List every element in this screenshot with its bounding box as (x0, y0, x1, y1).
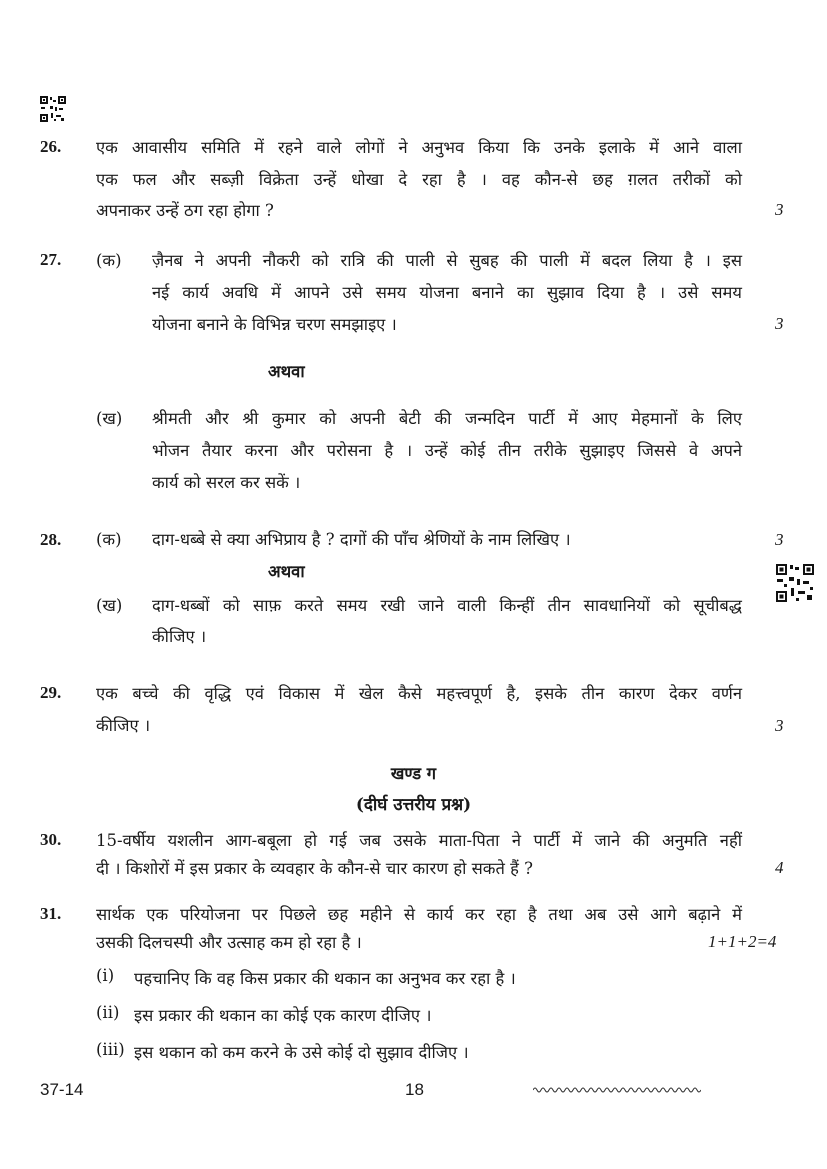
question-number: 31. (40, 904, 62, 923)
qr-code-icon (776, 564, 814, 602)
question-text-line: कीजिए । (152, 627, 207, 646)
question-number: 27. (40, 250, 62, 269)
question-text-line: एक आवासीय समिति में रहने वाले लोगों ने अनुभव किया कि उनके इलाके में आने वाला (96, 138, 742, 157)
question-number: 28. (40, 530, 62, 549)
marks: 3 (775, 314, 784, 333)
question-text-line: दी । किशोरों में इस प्रकार के व्यवहार के कौन-से चार कारण हो सकते हैं ? (96, 859, 533, 878)
question-text-line: श्रीमती और श्री कुमार को अपनी बेटी की जन्मदिन पार्टी में आए मेहमानों के लिए (152, 409, 742, 428)
question-text-line: सार्थक एक परियोजना पर पिछले छह महीने से कार्य कर रहा है तथा अब उसे आगे बढ़ाने में (96, 905, 742, 924)
question-text-line: दाग-धब्बों को साफ़ करते समय रखी जाने वाली किन्हीं तीन सावधानियों को सूचीबद्ध (152, 596, 742, 615)
option-label: (ख) (96, 596, 123, 615)
section-subtitle: (दीर्घ उत्तरीय प्रश्न) (355, 795, 472, 815)
or-separator: अथवा (268, 562, 305, 581)
marks: 4 (775, 858, 784, 877)
or-separator: अथवा (268, 362, 305, 381)
question-number: 29. (40, 683, 62, 702)
marks: 3 (775, 716, 784, 735)
part-text: इस थकान को कम करने के उसे कोई दो सुझाव दीजिए । (134, 1043, 469, 1062)
question-text-line: कीजिए । (96, 716, 151, 735)
question-text-line: अपनाकर उन्हें ठग रहा होगा ? (96, 201, 274, 220)
part-label: (i) (96, 966, 115, 985)
question-text-line: नई कार्य अवधि में आपने उसे समय योजना बनाने का सुझाव दिया है । उसे समय (152, 283, 742, 302)
marks: 3 (775, 530, 784, 549)
wavy-line-decoration (533, 1085, 701, 1095)
part-label: (ii) (96, 1003, 120, 1022)
question-text-line: एक फल और सब्ज़ी विक्रेता उन्हें धोखा दे रहा है । वह कौन-से छह ग़लत तरीकों को (96, 170, 742, 189)
paper-code: 37-14 (40, 1080, 84, 1099)
qr-code-icon (40, 96, 66, 122)
question-text-line: उसकी दिलचस्पी और उत्साह कम हो रहा है । (96, 933, 362, 952)
part-text: पहचानिए कि वह किस प्रकार की थकान का अनुभव कर रहा है । (134, 969, 516, 988)
part-text: इस प्रकार की थकान का कोई एक कारण दीजिए । (134, 1006, 432, 1025)
option-label: (क) (96, 251, 122, 270)
question-text-line: एक बच्चे की वृद्धि एवं विकास में खेल कैसे महत्त्वपूर्ण है, इसके तीन कारण देकर वर्णन (96, 684, 742, 703)
section-title: खण्ड ग (390, 764, 437, 783)
question-text-line: योजना बनाने के विभिन्न चरण समझाइए । (152, 315, 397, 334)
marks: 1+1+2=4 (708, 932, 777, 951)
page-number: 18 (405, 1080, 424, 1099)
part-label: (iii) (96, 1040, 125, 1059)
question-text-line: कार्य को सरल कर सकें । (152, 473, 301, 492)
option-label: (ख) (96, 409, 123, 428)
option-label: (क) (96, 530, 122, 549)
question-number: 30. (40, 830, 62, 849)
marks: 3 (775, 200, 784, 219)
question-text-line: ज़ैनब ने अपनी नौकरी को रात्रि की पाली से सुबह की पाली में बदल लिया है । इस (152, 251, 742, 270)
question-text-line: भोजन तैयार करना और परोसना है । उन्हें कोई तीन तरीके सुझाइए जिससे वे अपने (152, 441, 742, 460)
question-number: 26. (40, 137, 62, 156)
question-text-line: दाग-धब्बे से क्या अभिप्राय है ? दागों की पाँच श्रेणियों के नाम लिखिए । (152, 530, 571, 549)
question-text-line: 15-वर्षीय यशलीन आग-बबूला हो गई जब उसके माता-पिता ने पार्टी में जाने की अनुमति नहीं (96, 831, 742, 850)
